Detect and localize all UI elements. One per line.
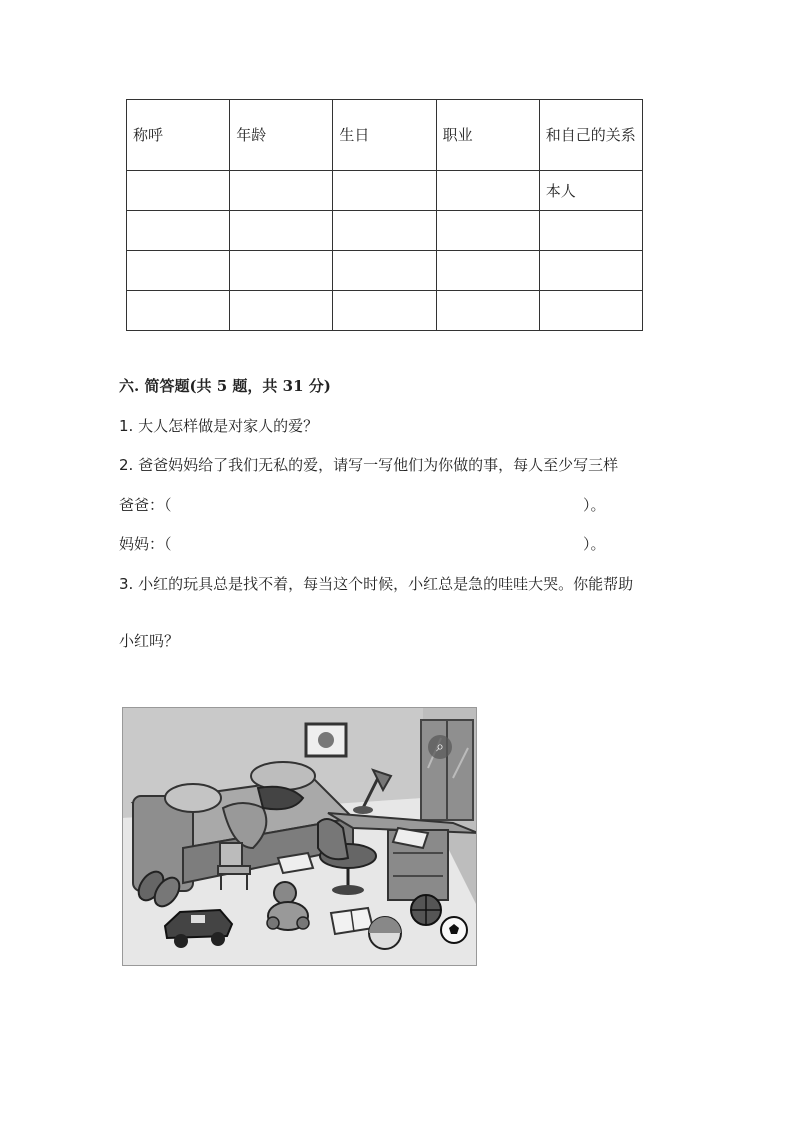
table-cell[interactable] <box>539 211 642 251</box>
section-title: 六. 简答题(共 5 题，共 31 分) <box>119 377 331 395</box>
mom-answer-label: 妈妈：（ <box>119 535 172 553</box>
table-row <box>127 291 643 331</box>
zoom-icon[interactable]: ⌕ <box>428 735 452 759</box>
messy-room-illustration <box>122 707 477 966</box>
table-cell[interactable] <box>436 291 539 331</box>
room-drawing <box>123 708 477 966</box>
table-cell[interactable] <box>230 251 333 291</box>
table-header-row <box>127 100 643 171</box>
mom-answer-close: ）。 <box>583 535 606 553</box>
table-row <box>127 171 643 211</box>
table-cell[interactable] <box>333 211 436 251</box>
question-2: 2. 爸爸妈妈给了我们无私的爱，请写一写他们为你做的事，每人至少写三样 <box>119 456 619 474</box>
question-3-line-1: 3. 小红的玩具总是找不着，每当这个时候，小红总是急的哇哇大哭。你能帮助 <box>119 575 634 593</box>
table-cell[interactable] <box>539 291 642 331</box>
table-cell[interactable] <box>436 211 539 251</box>
table-cell[interactable] <box>230 211 333 251</box>
header-cell: 职业 <box>436 100 539 171</box>
small-chair-shape <box>220 843 242 868</box>
dad-answer-label: 爸爸：（ <box>119 496 172 514</box>
teddy-bear-shape <box>274 882 296 904</box>
table-cell[interactable] <box>127 211 230 251</box>
table-cell[interactable] <box>127 291 230 331</box>
table-cell[interactable] <box>436 171 539 211</box>
question-3-line-2: 小红吗？ <box>119 632 180 650</box>
table-cell[interactable] <box>333 251 436 291</box>
dad-answer-close: ）。 <box>583 496 606 514</box>
table-cell[interactable] <box>539 251 642 291</box>
table-cell[interactable] <box>436 251 539 291</box>
family-info-table <box>126 99 643 331</box>
table-cell[interactable] <box>230 171 333 211</box>
table-cell[interactable] <box>333 171 436 211</box>
header-cell: 年龄 <box>230 100 333 171</box>
table-cell[interactable] <box>230 291 333 331</box>
table-cell[interactable] <box>127 171 230 211</box>
table-cell[interactable] <box>333 291 436 331</box>
table-cell[interactable] <box>127 251 230 291</box>
question-1: 1. 大人怎样做是对家人的爱？ <box>119 417 319 435</box>
header-cell: 称呼 <box>127 100 230 171</box>
table-row <box>127 211 643 251</box>
header-cell: 生日 <box>333 100 436 171</box>
table-row <box>127 251 643 291</box>
table-cell: 本人 <box>539 171 642 211</box>
header-cell: 和自己的关系 <box>539 100 642 171</box>
